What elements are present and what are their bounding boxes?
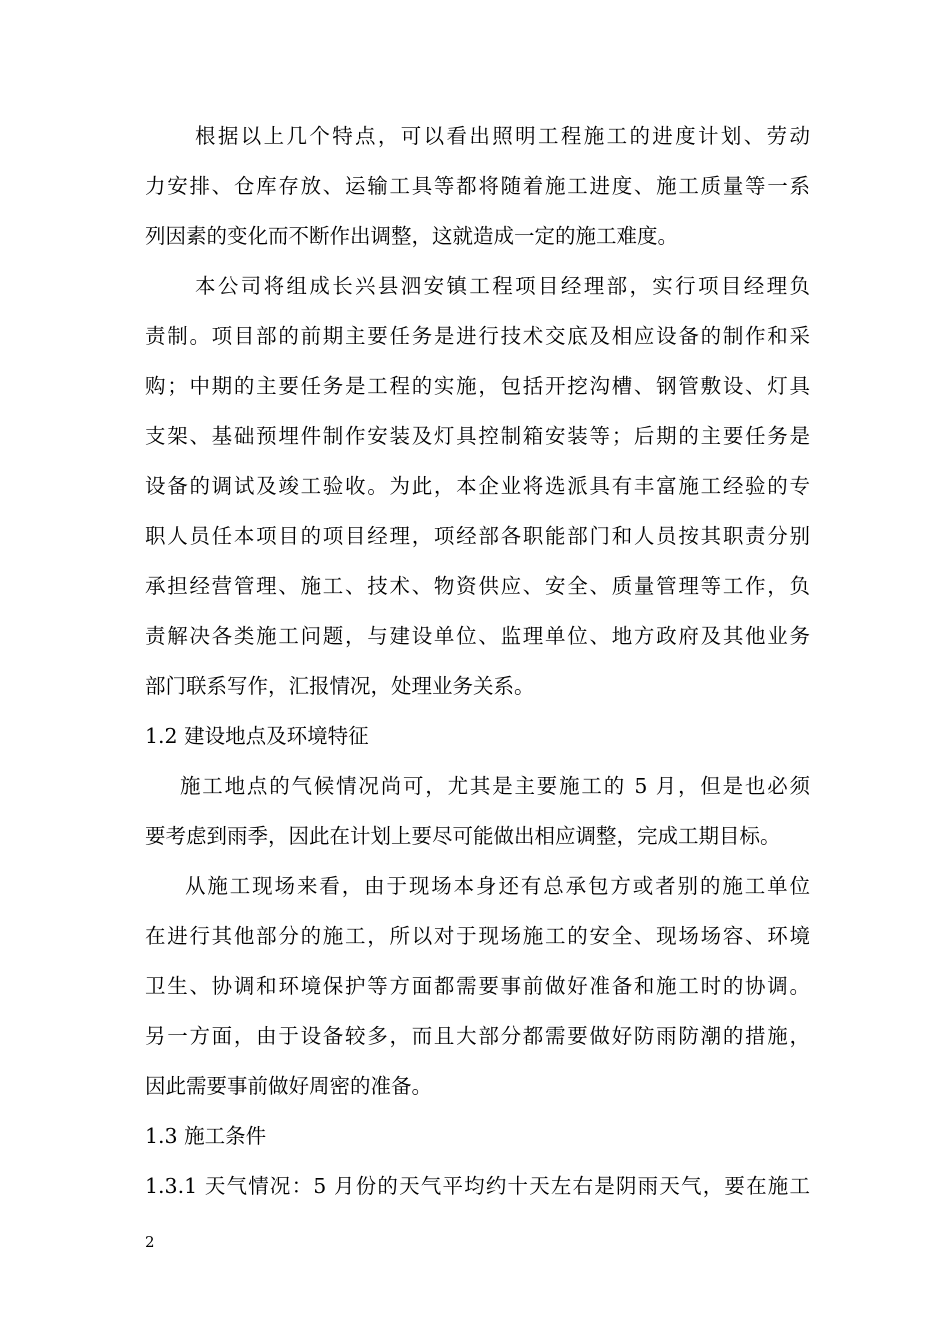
section-heading-1-3: 1.3 施工条件: [145, 1124, 267, 1148]
page-number: 2: [145, 1233, 155, 1251]
paragraph-3-line-1: 施工地点的气候情况尚可，尤其是主要施工的 5 月，但是也必须: [180, 774, 810, 798]
paragraph-2-line-5: 设备的调试及竣工验收。为此，本企业将选派具有丰富施工经验的专: [145, 474, 810, 498]
paragraph-2-line-9: 部门联系写作，汇报情况，处理业务关系。: [145, 674, 535, 698]
section-heading-1-2: 1.2 建设地点及环境特征: [145, 724, 369, 748]
paragraph-1-line-3: 列因素的变化而不断作出调整，这就造成一定的施工难度。: [145, 224, 678, 248]
paragraph-3-line-2: 要考虑到雨季，因此在计划上要尽可能做出相应调整，完成工期目标。: [145, 824, 781, 848]
paragraph-2-line-6: 职人员任本项目的项目经理，项经部各职能部门和人员按其职责分别: [145, 524, 810, 548]
paragraph-4-line-1: 从施工现场来看，由于现场本身还有总承包方或者别的施工单位: [185, 874, 810, 898]
paragraph-4-line-4: 另一方面，由于设备较多，而且大部分都需要做好防雨防潮的措施，: [145, 1024, 810, 1048]
paragraph-4-line-5: 因此需要事前做好周密的准备。: [145, 1074, 432, 1098]
paragraph-2-line-8: 责解决各类施工问题，与建设单位、监理单位、地方政府及其他业务: [145, 624, 810, 648]
paragraph-2-line-4: 支架、基础预埋件制作安装及灯具控制箱安装等；后期的主要任务是: [145, 424, 810, 448]
paragraph-2-line-3: 购；中期的主要任务是工程的实施，包括开挖沟槽、钢管敷设、灯具: [145, 374, 810, 398]
paragraph-1-line-1: 根据以上几个特点，可以看出照明工程施工的进度计划、劳动: [195, 124, 810, 148]
paragraph-1-line-2: 力安排、仓库存放、运输工具等都将随着施工进度、施工质量等一系: [145, 174, 810, 198]
paragraph-4-line-3: 卫生、协调和环境保护等方面都需要事前做好准备和施工时的协调。: [145, 974, 810, 998]
paragraph-5-line-1: 1.3.1 天气情况：5 月份的天气平均约十天左右是阴雨天气，要在施工: [145, 1174, 810, 1198]
paragraph-2-line-7: 承担经营管理、施工、技术、物资供应、安全、质量管理等工作，负: [145, 574, 810, 598]
paragraph-2-line-2: 责制。项目部的前期主要任务是进行技术交底及相应设备的制作和采: [145, 324, 810, 348]
paragraph-2-line-1: 本公司将组成长兴县泗安镇工程项目经理部，实行项目经理负: [195, 274, 810, 298]
paragraph-4-line-2: 在进行其他部分的施工，所以对于现场施工的安全、现场场容、环境: [145, 924, 810, 948]
